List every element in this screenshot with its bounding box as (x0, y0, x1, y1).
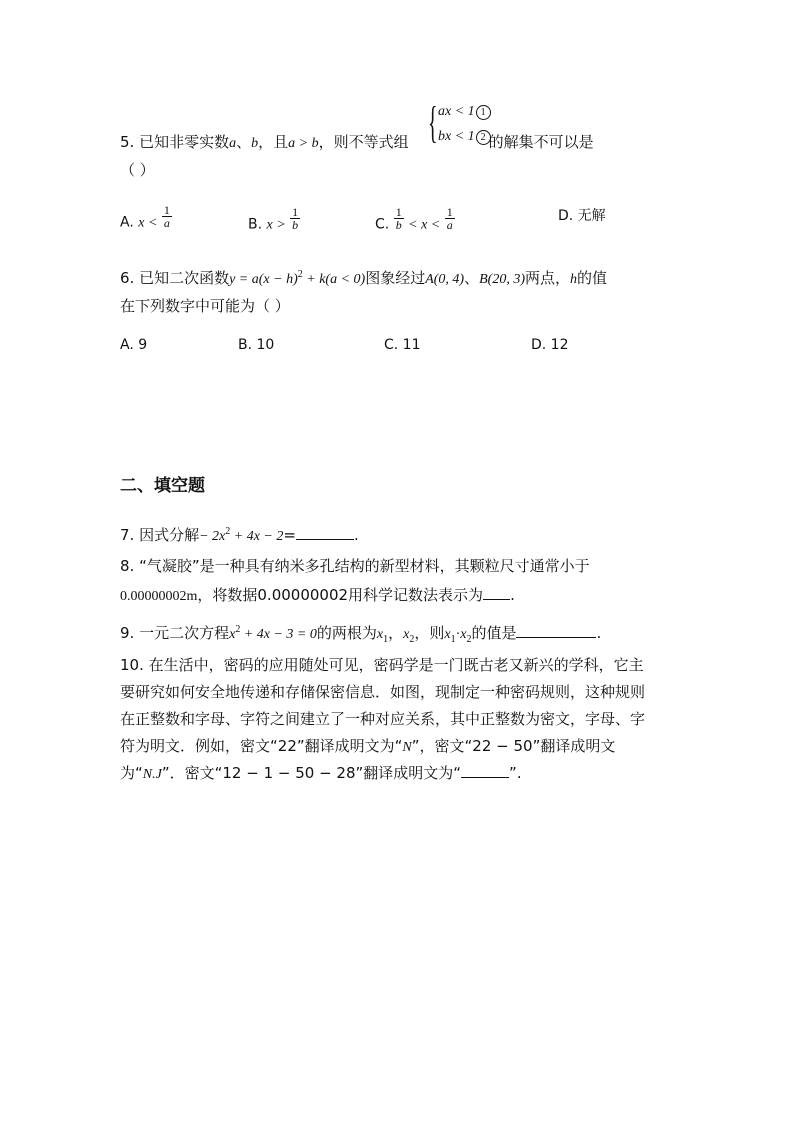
circled-number-2: 2 (476, 130, 491, 145)
q9: 9. 一元二次方程$x^2 + 4x - 3 = 0$的两根为$x_1$，$x_2$，则$x_1\cdot x_2$的值是 . (120, 624, 602, 645)
q10-line2: 要研究如何安全地传递和存储保密信息．如图，现制定一种密码规则，这种规则 (120, 683, 646, 701)
answer-blank[interactable] (296, 525, 354, 540)
q6-stem-line1: 6. 已知二次函数$y = a(x - h)^2 + k(a < 0)$图象经过A(0, 4)、B(20, 3)两点，h的值 (120, 269, 608, 287)
q5-option-b: B. x > $\frac{1}{b}$ (248, 205, 299, 233)
fraction: $\frac{1}{b}$ (292, 205, 299, 232)
q10-line4: 符为明文．例如，密文“22”翻译成明文为“N”，密文“22 − 50”翻译成明文 (120, 737, 616, 755)
q8-line2: 0.00000002m，将数据0.00000002用科学记数法表示为 . (120, 586, 515, 604)
answer-blank[interactable] (516, 623, 596, 638)
fraction: $\frac{1}{a}$ (163, 203, 170, 230)
q6-stem-line2: 在下列数字中可能为（ ） (120, 297, 290, 315)
circled-number-1: 1 (476, 105, 491, 120)
q10-line1: 10. 在生活中，密码的应用随处可见，密码学是一门既古老又新兴的学科，它主 (120, 656, 644, 674)
q5-option-c: C. $\frac{1}{b}$ < x < $\frac{1}{a}$ (375, 205, 453, 233)
q8-line1: 8. “气凝胶”是一种具有纳米多孔结构的新型材料，其颗粒尺寸通常小于 (120, 557, 590, 575)
answer-blank[interactable] (483, 585, 510, 600)
fraction: $\frac{1}{b}$ (395, 205, 402, 232)
q6-option-a: A. 9 (120, 337, 148, 353)
answer-blank[interactable] (461, 763, 509, 778)
q6-option-c: C. 11 (384, 337, 421, 353)
q5-answer-paren: （ ） (120, 161, 155, 179)
q10-line3: 在正整数和字母、字符之间建立了一种对应关系，其中正整数为密文，字母、字 (120, 710, 646, 728)
q7: 7. 因式分解− $2x^2 + 4x - 2=$ . (120, 526, 359, 544)
system-row-1: ax < 1 1 (438, 103, 491, 120)
q5-stem: 5. 已知非零实数a、b，且a > b，则不等式组 的解集不可以是 (120, 133, 594, 151)
q10-line5: 为“N.J”．密文“12 − 1 − 50 − 28”翻译成明文为“ ”. (120, 764, 522, 782)
left-brace: { (428, 98, 438, 147)
section-title: 二、填空题 (120, 476, 205, 496)
q6-option-b: B. 10 (238, 337, 275, 353)
system-row-2: bx < 1 2 (438, 128, 491, 145)
q5-option-d: D. 无解 (558, 208, 606, 224)
fraction: $\frac{1}{a}$ (446, 205, 453, 232)
q5-option-a: A. x < $\frac{1}{a}$ (120, 203, 170, 231)
q6-option-d: D. 12 (531, 337, 569, 353)
